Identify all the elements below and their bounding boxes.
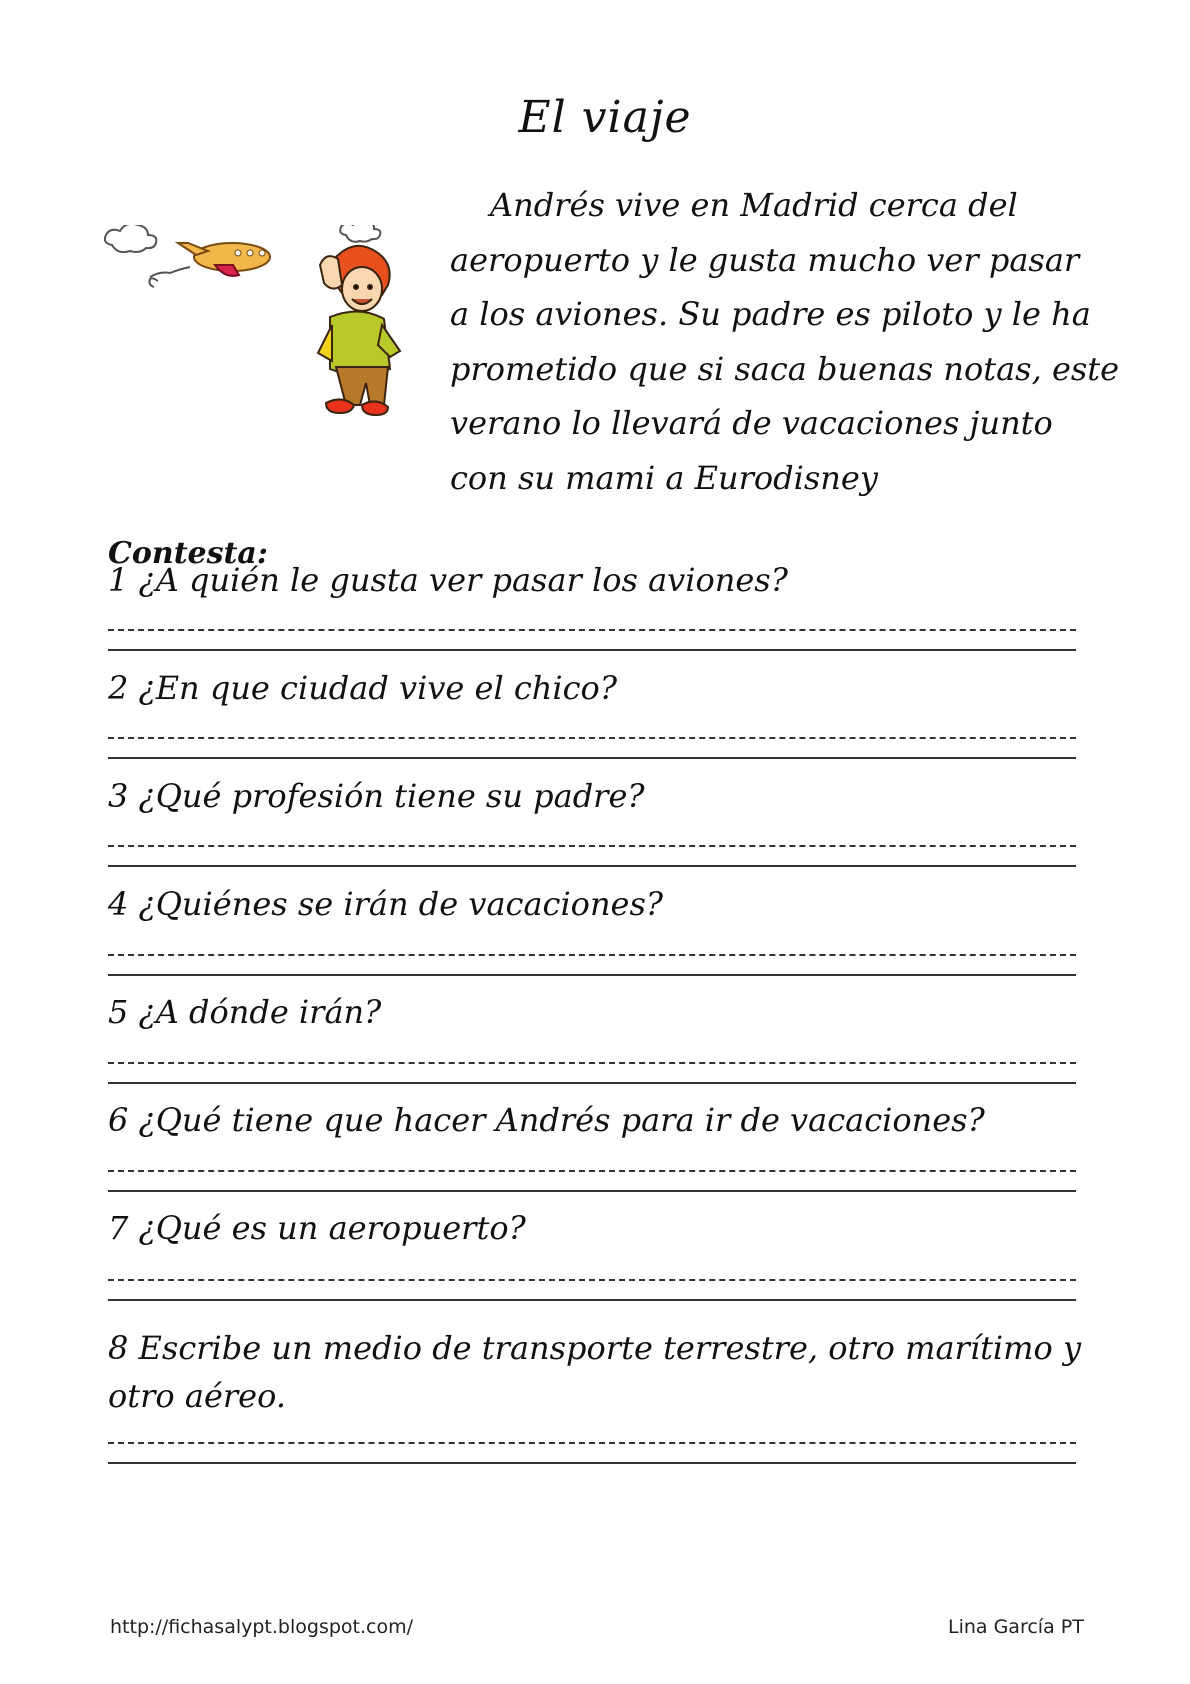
airplane-icon <box>150 243 271 287</box>
question-8: 8 Escribe un medio de transporte terrestre, otro marítimo y otro aéreo. <box>108 1329 1082 1415</box>
story-line: con su mami a Eurodisney <box>450 458 878 497</box>
answer-line-3[interactable] <box>108 845 1076 867</box>
question-1: 1 ¿A quién le gusta ver pasar los aviones? <box>108 561 788 599</box>
question-2: 2 ¿En que ciudad vive el chico? <box>108 669 617 707</box>
story-line: aeropuerto y le gusta mucho ver pasar <box>450 240 1080 279</box>
footer-url[interactable]: http://fichasalypt.blogspot.com/ <box>110 1616 413 1638</box>
question-4: 4 ¿Quiénes se irán de vacaciones? <box>108 885 664 923</box>
page-title: El viaje <box>518 92 692 143</box>
answer-line-6[interactable] <box>108 1170 1076 1192</box>
story-line: prometido que si saca buenas notas, este <box>450 349 1120 388</box>
cloud-icon <box>105 225 156 252</box>
answer-line-7[interactable] <box>108 1279 1076 1301</box>
question-7: 7 ¿Qué es un aeropuerto? <box>108 1209 526 1247</box>
question-5: 5 ¿A dónde irán? <box>108 993 382 1031</box>
question-3: 3 ¿Qué profesión tiene su padre? <box>108 777 645 815</box>
answer-line-1[interactable] <box>108 629 1076 651</box>
answer-line-5[interactable] <box>108 1062 1076 1084</box>
illustration <box>100 225 430 455</box>
cloud-icon <box>340 225 380 242</box>
footer-author: Lina García PT <box>948 1616 1084 1638</box>
story-line: verano lo llevará de vacaciones junto <box>450 404 1053 442</box>
story-text <box>450 178 1120 505</box>
answer-line-8[interactable] <box>108 1442 1076 1464</box>
boy-saluting-icon <box>318 246 400 415</box>
story-line: Andrés vive en Madrid cerca del <box>490 186 1018 224</box>
question-6: 6 ¿Qué tiene que hacer Andrés para ir de vacaciones? <box>108 1101 985 1139</box>
story-line: a los aviones. Su padre es piloto y le ha <box>450 295 1091 333</box>
contesta-label: Contesta: <box>108 536 268 571</box>
answer-line-2[interactable] <box>108 737 1076 759</box>
answer-line-4[interactable] <box>108 954 1076 976</box>
